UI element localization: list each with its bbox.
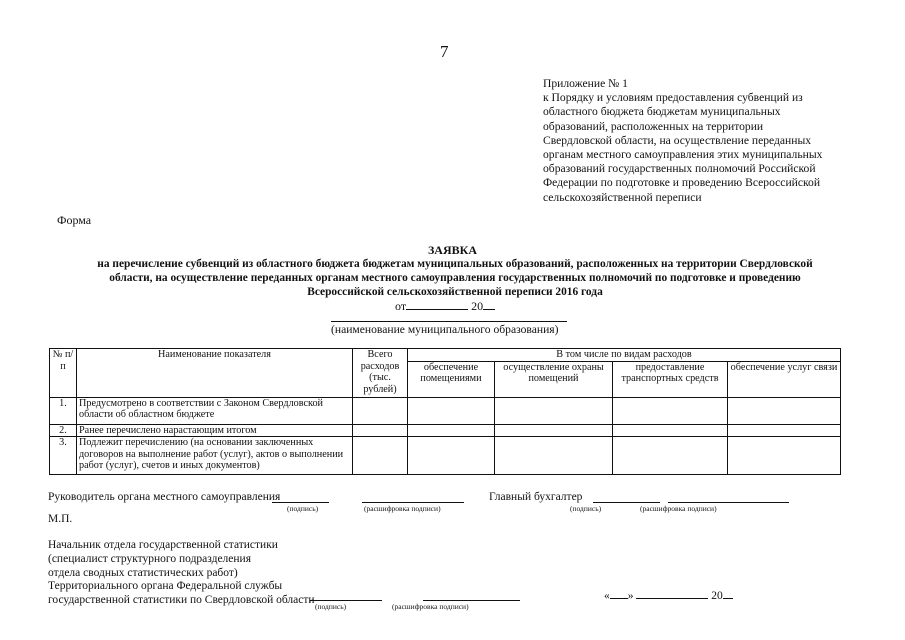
cell-value[interactable] [408, 424, 495, 437]
row-name: Подлежит перечислению (на основании заключенных договоров на выполнение работ (услуг), актов о выполнении работ (услуг), счетов и иных документов) [77, 437, 353, 475]
appendix-line: органам местного самоуправления этих муниципальных [543, 148, 823, 162]
appendix-line: областного бюджета бюджетам муниципальных [543, 105, 781, 119]
head-signature-label: Руководитель органа местного самоуправления [48, 491, 281, 503]
statistics-signatory [48, 539, 315, 608]
cell-value[interactable] [408, 437, 495, 475]
stamp-label: М.П. [48, 513, 73, 525]
appendix-line: образований, расположенных на территории [543, 119, 764, 133]
document-title: ЗАЯВКА [427, 243, 478, 257]
subtitle-line: на перечисление субвенций из областного бюджета бюджетам муниципальных образований, расположенных на территории Свердловской [97, 258, 813, 270]
cell-total[interactable] [353, 424, 408, 437]
day-blank[interactable] [610, 588, 628, 599]
header-sub: осуществление охраны помещений [495, 361, 613, 397]
appendix-line: к Порядку и условиям предоставления субвенций из [543, 91, 803, 105]
head-decoding-line[interactable] [362, 502, 464, 503]
appendix-line: сельскохозяйственной переписи [543, 190, 702, 204]
month-blank[interactable] [636, 588, 708, 599]
cell-value[interactable] [495, 397, 613, 424]
appendix-line: Приложение № 1 [543, 77, 628, 90]
accountant-signature-caption: (подпись) [570, 504, 602, 513]
head-signature-caption: (подпись) [287, 504, 319, 513]
date-year: 20 [471, 299, 484, 313]
subtitle-line: Всероссийской сельскохозяйственной переписи 2016 года [307, 286, 603, 298]
accountant-decoding-caption: (расшифровка подписи) [640, 504, 717, 513]
statistics-line: Начальник отдела государственной статистики [48, 539, 278, 551]
cell-value[interactable] [408, 397, 495, 424]
table-row [50, 397, 841, 424]
row-name: Ранее перечислено нарастающим итогом [77, 424, 353, 437]
request-table [49, 348, 841, 475]
accountant-label: Главный бухгалтер [489, 491, 583, 503]
year-blank[interactable] [483, 299, 495, 310]
header-sub: обеспечение помещениями [408, 361, 495, 397]
cell-value[interactable] [728, 437, 841, 475]
cell-total[interactable] [353, 397, 408, 424]
subtitle-line: области, на осуществление переданных органам местного самоуправления государственных полномочий по подготовке и проведению [109, 272, 801, 284]
appendix-line: Федерации по подготовке и проведению Всероссийской [543, 176, 821, 190]
head-signature-line[interactable] [272, 502, 329, 503]
cell-value[interactable] [495, 437, 613, 475]
statistics-line: государственной статистики по Свердловской области [48, 594, 315, 607]
statistics-line: отдела сводных статистических работ) [48, 566, 238, 579]
accountant-signature-line[interactable] [593, 502, 660, 503]
cell-value[interactable] [613, 437, 728, 475]
org-name-line[interactable] [331, 321, 567, 322]
statistics-decoding-caption: (расшифровка подписи) [392, 602, 469, 611]
header-sub: предоставление транспортных средств [613, 361, 728, 397]
date-line [395, 299, 495, 314]
date-prefix: от [395, 299, 407, 313]
header-sub: обеспечение услуг связи [728, 361, 841, 397]
cell-value[interactable] [495, 424, 613, 437]
header-num: № п/п [50, 349, 77, 398]
page-number: 7 [440, 42, 449, 61]
header-total: Всего расходов (тыс. рублей) [353, 349, 408, 398]
form-label: Форма [57, 213, 92, 227]
table-row [50, 437, 841, 475]
statistics-signature-caption: (подпись) [315, 602, 347, 611]
document-subtitle [40, 257, 870, 299]
org-name-caption: (наименование муниципального образования) [331, 323, 559, 336]
signature-date [604, 588, 733, 602]
cell-value[interactable] [613, 397, 728, 424]
head-decoding-caption: (расшифровка подписи) [364, 504, 441, 513]
cell-total[interactable] [353, 437, 408, 475]
table-row [50, 424, 841, 437]
statistics-decoding-line[interactable] [423, 600, 520, 601]
appendix-line: Свердловской области, на осуществление переданных [543, 133, 812, 147]
statistics-line: Территориального органа Федеральной службы [48, 580, 283, 593]
accountant-decoding-line[interactable] [668, 502, 789, 503]
year-suffix-blank[interactable] [723, 588, 733, 599]
appendix-line: образований государственных полномочий Российской [543, 162, 816, 176]
statistics-line: (специалист структурного подразделения [48, 552, 252, 565]
row-num: 2. [50, 424, 77, 437]
date-quote-close: » [627, 590, 634, 602]
cell-value[interactable] [613, 424, 728, 437]
date-year-prefix: 20 [711, 590, 723, 602]
cell-value[interactable] [728, 424, 841, 437]
row-num: 1. [50, 397, 77, 424]
row-num: 3. [50, 437, 77, 475]
date-blank[interactable] [406, 299, 468, 310]
header-name: Наименование показателя [77, 349, 353, 398]
statistics-signature-line[interactable] [310, 600, 382, 601]
appendix-block [543, 77, 843, 205]
header-group: В том числе по видам расходов [408, 349, 841, 362]
cell-value[interactable] [728, 397, 841, 424]
date-quote-open: « [604, 590, 610, 602]
row-name: Предусмотрено в соответствии с Законом Свердловской области об областном бюджете [77, 397, 353, 424]
